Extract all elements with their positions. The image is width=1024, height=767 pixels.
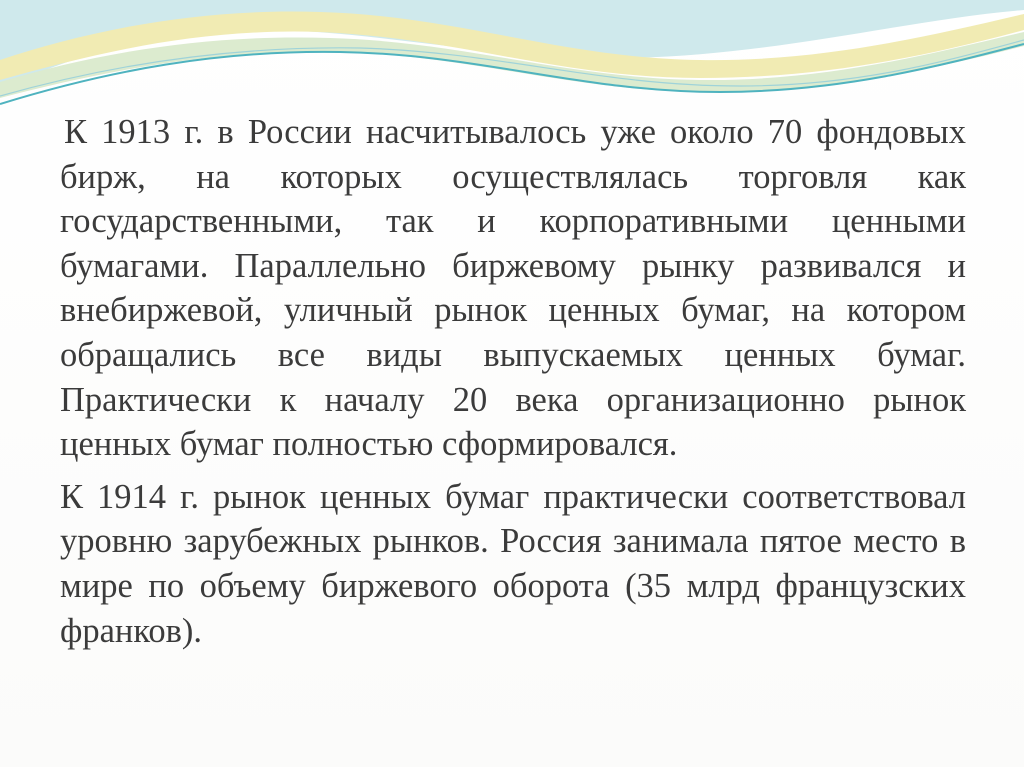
slide-body (60, 110, 966, 661)
paragraph-2: К 1914 г. рынок ценных бумаг практически соответствовал уровню зарубежных рынков. Россия занимала пятое место в мире по объему биржевого оборота (35 млрд французских франков). (60, 477, 966, 650)
decorative-wave-banner (0, 0, 1024, 120)
paragraph-1: К 1913 г. в России насчитывалось уже около 70 фондовых бирж, на которых осуществлялась торговля как государственными, так и корпоративными ценными бумагами. Параллельно биржевому рынку развивался и внебиржевой, уличный рынок ценных бумаг, на котором обращались все виды выпускаемых ценных бумаг. Практически к началу 20 века организационно рынок ценных бумаг полностью сформировался. (60, 113, 966, 464)
